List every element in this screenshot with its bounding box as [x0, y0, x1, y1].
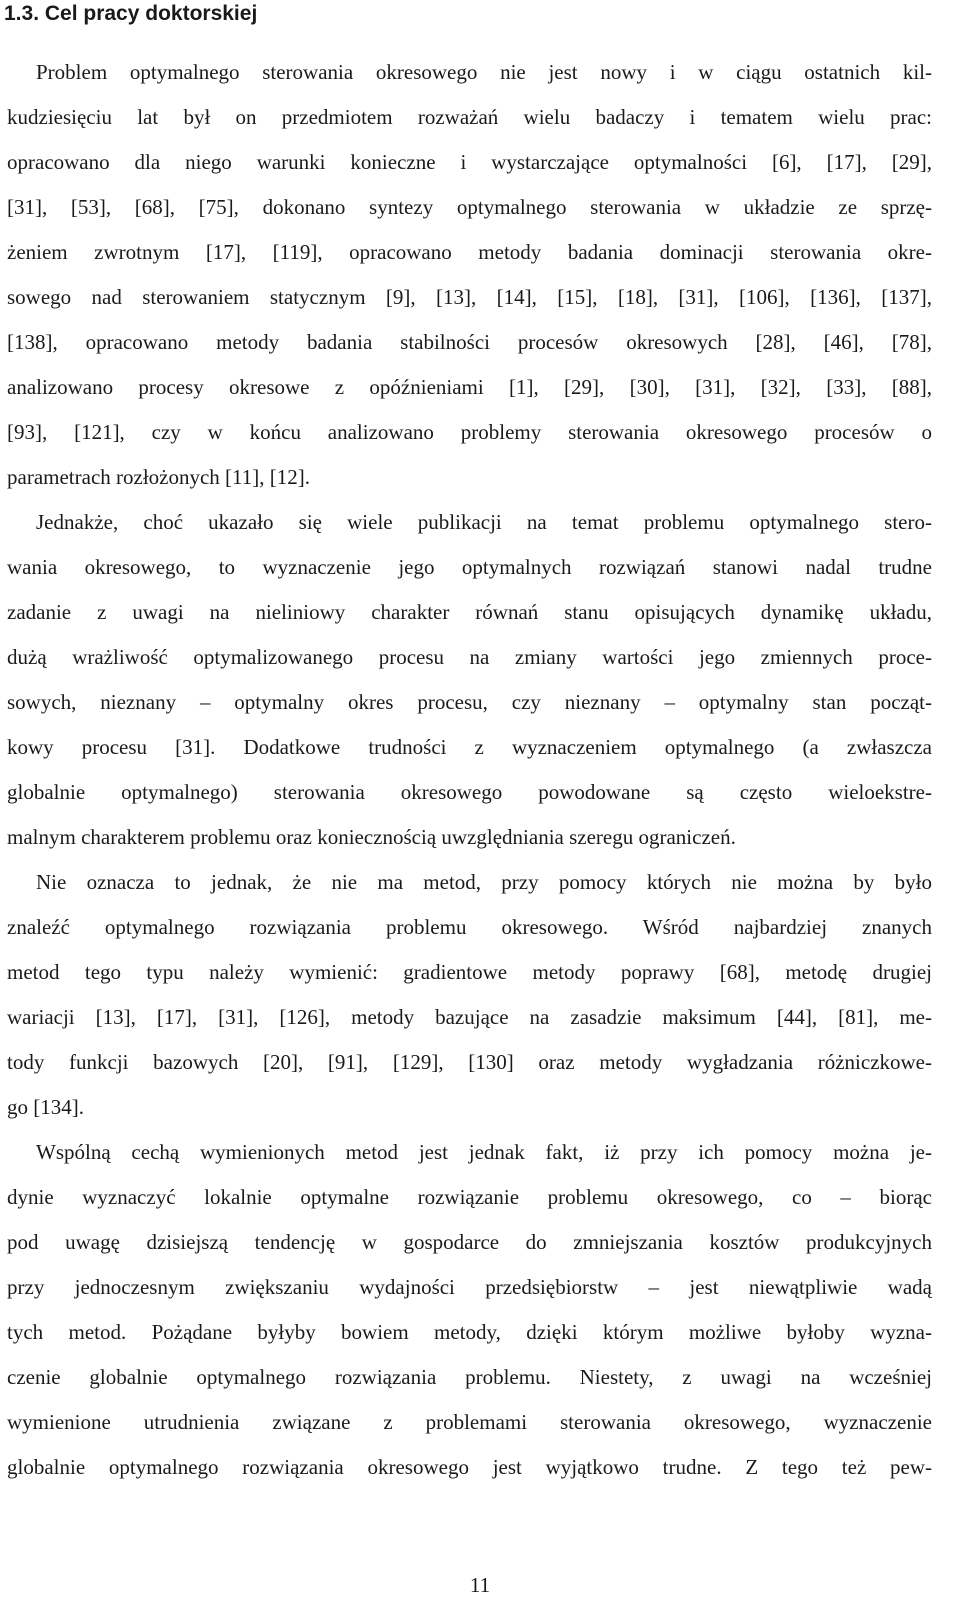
paragraph-2-line-8: malnym charakterem problemu oraz koniecznością uwzględniania szeregu ograniczeń. [7, 825, 736, 849]
paragraph-3-line-3: metod tego typu należy wymienić: gradientowe metody poprawy [68], metodę drugiej [7, 960, 932, 984]
paragraph-2-line-6: kowy procesu [31]. Dodatkowe trudności z wyznaczeniem optymalnego (a zwłaszcza [7, 735, 932, 759]
paragraph-4-line-2: dynie wyznaczyć lokalnie optymalne rozwiązanie problemu okresowego, co – biorąc [7, 1185, 932, 1209]
paragraph-1-line-2: kudziesięciu lat był on przedmiotem rozważań wielu badaczy i tematem wielu prac: [7, 105, 932, 129]
paragraph-2-line-7: globalnie optymalnego) sterowania okresowego powodowane są często wieloekstre- [7, 780, 932, 804]
paragraph-2-line-4: dużą wrażliwość optymalizowanego procesu na zmiany wartości jego zmiennych proce- [7, 645, 932, 669]
section-heading: 1.3. Cel pracy doktorskiej [4, 2, 258, 25]
paragraph-2-line-3: zadanie z uwagi na nieliniowy charakter równań stanu opisujących dynamikę układu, [7, 600, 932, 624]
paragraph-3-line-2: znaleźć optymalnego rozwiązania problemu okresowego. Wśród najbardziej znanych [7, 915, 932, 939]
paragraph-1-line-3: opracowano dla niego warunki konieczne i wystarczające optymalności [6], [17], [29], [7, 150, 932, 174]
paragraph-1-line-7: [138], opracowano metody badania stabilności procesów okresowych [28], [46], [78], [7, 330, 932, 354]
paragraph-4-line-3: pod uwagę dzisiejszą tendencję w gospodarce do zmniejszania kosztów produkcyjnych [7, 1230, 932, 1254]
paragraph-1-line-5: żeniem zwrotnym [17], [119], opracowano metody badania dominacji sterowania okre- [7, 240, 932, 264]
paragraph-4-line-7: wymienione utrudnienia związane z problemami sterowania okresowego, wyznaczenie [7, 1410, 932, 1434]
paragraph-4-line-1: Wspólną cechą wymienionych metod jest jednak fakt, iż przy ich pomocy można je- [36, 1140, 932, 1164]
paragraph-1-line-1: Problem optymalnego sterowania okresowego nie jest nowy i w ciągu ostatnich kil- [36, 60, 932, 84]
paragraph-4-line-5: tych metod. Pożądane byłyby bowiem metody, dzięki którym możliwe byłoby wyzna- [7, 1320, 932, 1344]
paragraph-3-line-6: go [134]. [7, 1095, 84, 1119]
paragraph-3-line-5: tody funkcji bazowych [20], [91], [129], [130] oraz metody wygładzania różniczkowe- [7, 1050, 932, 1074]
paragraph-1-line-6: sowego nad sterowaniem statycznym [9], [13], [14], [15], [18], [31], [106], [136], [137], [7, 285, 932, 309]
paragraph-2-line-2: wania okresowego, to wyznaczenie jego optymalnych rozwiązań stanowi nadal trudne [7, 555, 932, 579]
page-number: 11 [469, 1573, 491, 1597]
paragraph-1-line-4: [31], [53], [68], [75], dokonano syntezy optymalnego sterowania w układzie ze sprzę- [7, 195, 932, 219]
paragraph-4-line-6: czenie globalnie optymalnego rozwiązania problemu. Niestety, z uwagi na wcześniej [7, 1365, 932, 1389]
paragraph-1-line-9: [93], [121], czy w końcu analizowano problemy sterowania okresowego procesów o [7, 420, 932, 444]
paragraph-4-line-4: przy jednoczesnym zwiększaniu wydajności przedsiębiorstw – jest niewątpliwie wadą [7, 1275, 932, 1299]
paragraph-2-line-5: sowych, nieznany – optymalny okres procesu, czy nieznany – optymalny stan począt- [7, 690, 932, 714]
paragraph-3-line-4: wariacji [13], [17], [31], [126], metody bazujące na zasadzie maksimum [44], [81], me- [7, 1005, 932, 1029]
paragraph-2-line-1: Jednakże, choć ukazało się wiele publikacji na temat problemu optymalnego stero- [36, 510, 932, 534]
paragraph-1-line-10: parametrach rozłożonych [11], [12]. [7, 465, 310, 489]
paragraph-1-line-8: analizowano procesy okresowe z opóźnieniami [1], [29], [30], [31], [32], [33], [88], [7, 375, 932, 399]
paragraph-3-line-1: Nie oznacza to jednak, że nie ma metod, przy pomocy których nie można by było [36, 870, 932, 894]
paragraph-4-line-8: globalnie optymalnego rozwiązania okresowego jest wyjątkowo trudne. Z tego też pew- [7, 1455, 932, 1479]
